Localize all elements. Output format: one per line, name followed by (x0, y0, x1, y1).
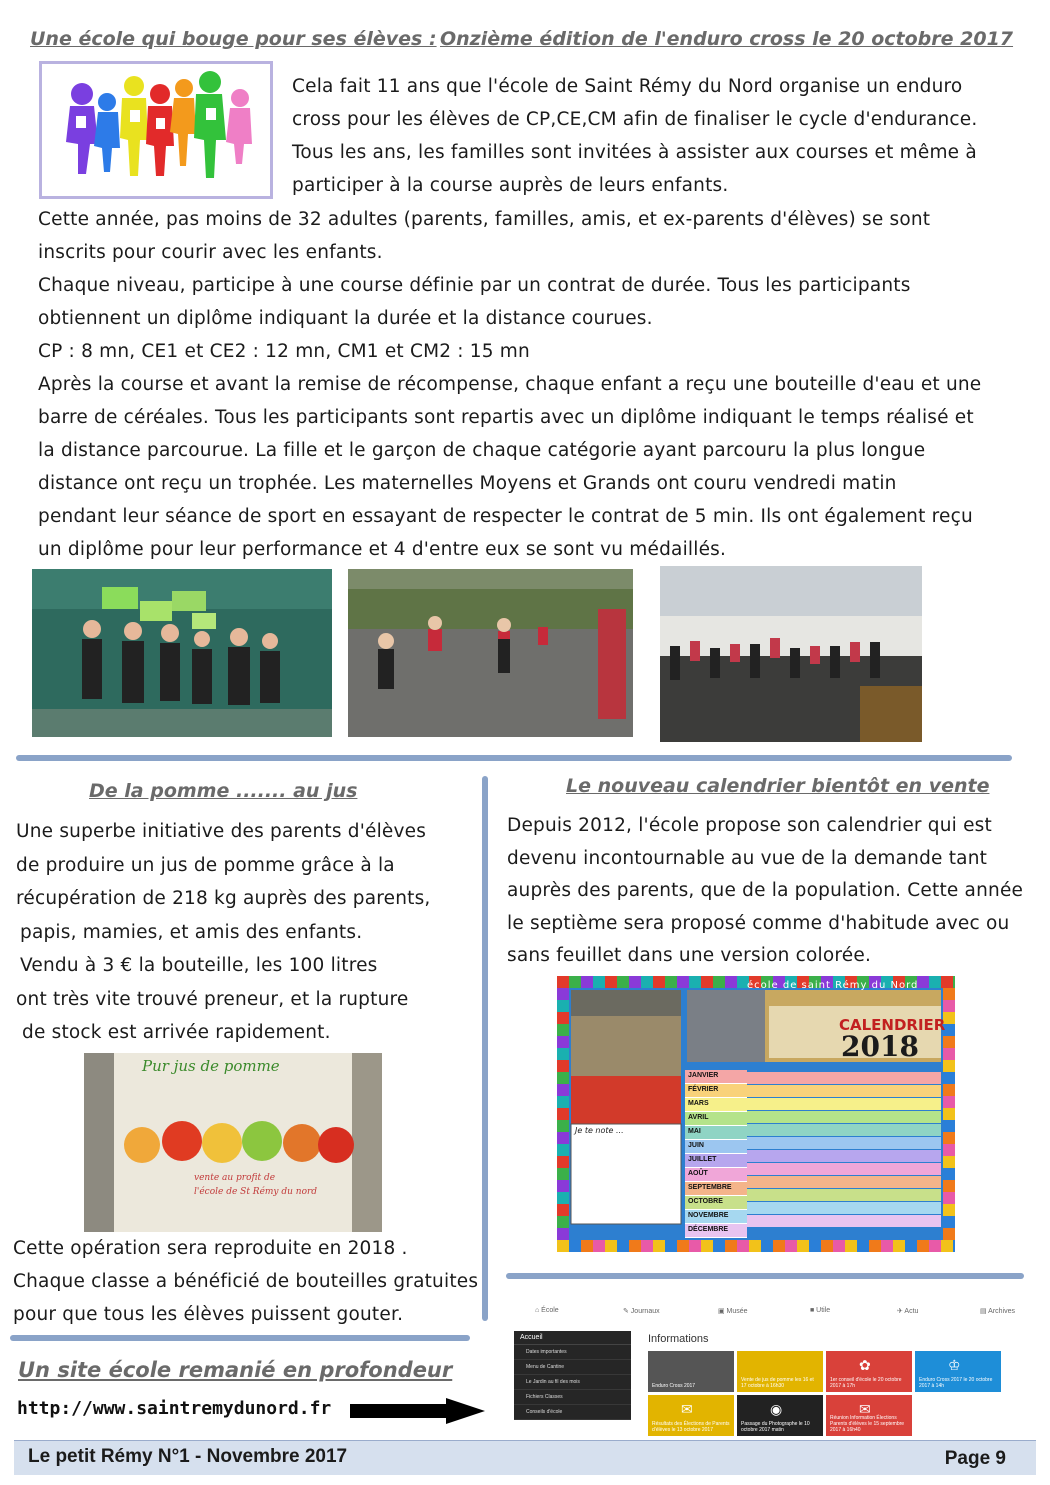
apple-line: récupération de 218 kg auprès des parents, (16, 888, 431, 909)
bottle-text-line: l'école de St Rémy du nord (194, 1187, 318, 1197)
apple-line: ont très vite trouvé preneur, et la rupture (16, 988, 409, 1010)
site-url[interactable]: http://www.saintremydunord.fr (17, 1398, 332, 1419)
calendar-year: 2018 (841, 1030, 919, 1063)
site-tile[interactable] (915, 1351, 1001, 1392)
site-nav-item[interactable]: ⌂ École (535, 1307, 559, 1314)
footer-issue: Le petit Rémy N°1 - Novembre 2017 (28, 1446, 348, 1467)
calendar-month: MAI (685, 1126, 747, 1140)
separator-top (16, 755, 1012, 761)
body-line: inscrits pour courir avec les enfants. (38, 242, 383, 263)
runners-logo (39, 61, 273, 199)
calendar-month: JUILLET (685, 1154, 747, 1168)
site-tile[interactable] (648, 1351, 734, 1392)
photo-children-medals (32, 569, 332, 737)
site-menu-item[interactable]: Fichiers Classes (514, 1390, 631, 1405)
body-line: obtiennent un diplôme indiquant la durée et la distance courues. (38, 308, 653, 329)
tile-text: 1er conseil d'école le 20 octobre 2017 à 17h (830, 1377, 902, 1389)
bottle-label: Pur jus de pomme (142, 1057, 280, 1075)
bottle-text (194, 1171, 317, 1199)
article1-intro (292, 70, 977, 202)
separator-left-bottom (10, 1335, 470, 1341)
calendar-month: SEPTEMBRE (685, 1182, 747, 1196)
tile-text: Enduro Cross 2017 (652, 1383, 696, 1389)
calendar-note: Je te note ... (575, 1126, 624, 1135)
apple-line: de stock est arrivée rapidement. (22, 1022, 331, 1043)
body-line: distance ont reçu un trophée. Les maternelles Moyens et Grands ont couru vendredi matin (38, 473, 897, 494)
article2-title: De la pomme ....... au jus (89, 780, 358, 802)
page-footer (14, 1440, 1036, 1475)
body-line: un diplôme pour leur performance et 4 d'entre eux se sont vu médaillés. (38, 539, 727, 560)
site-menu-item[interactable]: Le Jardin au fil des mois (514, 1375, 631, 1390)
arrow-right-icon (350, 1398, 485, 1424)
apple-line: papis, mamies, et amis des enfants. (20, 921, 363, 943)
site-tile[interactable] (648, 1395, 734, 1436)
site-tile[interactable] (826, 1351, 912, 1392)
calendar-month: DÉCEMBRE (685, 1224, 747, 1238)
calendar-line: devenu incontournable au vue de la demande tant (507, 847, 988, 869)
tile-icon: ✿ (859, 1357, 871, 1373)
site-menu (514, 1331, 631, 1420)
apple-after-line: pour que tous les élèves puissent gouter. (13, 1304, 404, 1325)
footer-page-number: Page 9 (944, 1448, 1006, 1469)
photo-apple-juice-bottle (84, 1053, 382, 1232)
site-menu-title[interactable]: Accueil (514, 1331, 631, 1345)
calendar-line: le septième sera proposé comme d'habitude avec ou (507, 912, 1010, 934)
tile-icon: ♔ (948, 1357, 961, 1373)
tile-icon: ✉ (681, 1401, 693, 1417)
site-nav (505, 1307, 1035, 1321)
body-line: Chaque niveau, participe à une course définie par un contrat de durée. Tous les participants (38, 275, 911, 296)
calendar-months (685, 1070, 747, 1238)
calendar-month: FÉVRIER (685, 1084, 747, 1098)
site-menu-items (514, 1345, 631, 1420)
calendar-grid (747, 1072, 941, 1227)
article3-body (507, 810, 1023, 973)
tile-icon: ◉ (770, 1401, 783, 1417)
site-menu-item[interactable]: Conseils d'école (514, 1405, 631, 1420)
site-tile[interactable] (826, 1395, 912, 1436)
bottle-text-line: vente au profit de (194, 1173, 276, 1183)
tile-text: Résultats des Élections de Parents d'élèves le 13 octobre 2017 (652, 1421, 730, 1433)
article2-body (16, 815, 431, 1050)
separator-right-bottom (506, 1273, 1024, 1279)
site-section-title: Informations (648, 1333, 709, 1345)
body-line: Cette année, pas moins de 32 adultes (parents, familles, amis, et ex-parents d'élèves) se sont (38, 209, 931, 230)
tile-text: Enduro Cross 2017 le 20 octobre 2017 à 14h (919, 1377, 993, 1389)
separator-vertical (482, 776, 488, 1321)
calendar-line: Depuis 2012, l'école propose son calendrier qui est (507, 815, 992, 836)
site-nav-item[interactable]: ■ Utile (810, 1307, 831, 1314)
site-nav-item[interactable]: ▤ Archives (980, 1308, 1016, 1315)
website-screenshot (505, 1297, 1035, 1439)
article4-title: Un site école remanié en profondeur (18, 1358, 453, 1382)
tile-text: Passage du Photographe le 10 octobre 2017 matin (741, 1421, 810, 1433)
site-tile[interactable] (737, 1351, 823, 1392)
calendar-line: sans feuillet dans une version colorée. (507, 945, 872, 966)
article2-after (13, 1232, 478, 1331)
calendar-title: CALENDRIER (839, 1016, 946, 1034)
site-nav-item[interactable]: ▣ Musée (718, 1308, 748, 1315)
photo-children-running-road (348, 569, 633, 737)
apple-line: Une superbe initiative des parents d'élèves (16, 821, 427, 842)
body-line: la distance parcourue. La fille et le garçon de chaque catégorie ayant parcouru la plus longue (38, 440, 926, 461)
site-menu-item[interactable]: Menu de Cantine (514, 1360, 631, 1375)
tile-icon: ✉ (859, 1401, 871, 1417)
site-nav-item[interactable]: ✈ Actu (897, 1308, 919, 1315)
apple-after-line: Cette opération sera reproduite en 2018 . (13, 1238, 408, 1259)
site-menu-item[interactable]: Dates importantes (514, 1345, 631, 1360)
intro-line: Cela fait 11 ans que l'école de Saint Rémy du Nord organise un enduro (292, 76, 963, 97)
calendar-month: NOVEMBRE (685, 1210, 747, 1224)
intro-line: participer à la course auprès de leurs enfants. (292, 175, 729, 196)
site-tile[interactable] (737, 1395, 823, 1436)
body-line: pendant leur séance de sport en essayant de respecter le contrat de 5 min. Ils ont également reçu (38, 506, 973, 527)
article3-title: Le nouveau calendrier bientôt en vente (566, 775, 990, 797)
body-line: CP : 8 mn, CE1 et CE2 : 12 mn, CM1 et CM2 : 15 mn (38, 341, 530, 362)
calendar-month: AOÛT (685, 1168, 747, 1182)
calendar-image (557, 976, 955, 1252)
apple-line: Vendu à 3 € la bouteille, les 100 litres (20, 955, 378, 976)
article1-title-left: Une école qui bouge pour ses élèves : (30, 28, 437, 50)
body-line: Après la course et avant la remise de récompense, chaque enfant a reçu une bouteille d'eau et une (38, 374, 982, 395)
calendar-month: JANVIER (685, 1070, 747, 1084)
site-tiles (648, 1351, 1008, 1437)
calendar-month: JUIN (685, 1140, 747, 1154)
intro-line: Tous les ans, les familles sont invitées à assister aux courses et même à (292, 142, 977, 163)
apple-after-line: Chaque classe a bénéficié de bouteilles gratuites (13, 1271, 479, 1292)
photo-race-start (660, 566, 922, 742)
tile-text: Réunion Information Élections Parents d'élèves le 15 septembre 2017 à 16h40 (830, 1415, 905, 1433)
body-line: barre de céréales. Tous les participants sont repartis avec un diplôme indiquant le temps réalisé et (38, 407, 974, 428)
calendar-month: OCTOBRE (685, 1196, 747, 1210)
calendar-banner: école de saint Rémy du Nord (747, 980, 919, 991)
site-nav-item[interactable]: ✎ Journaux (623, 1308, 660, 1315)
calendar-line: auprès des parents, que de la population. Cette année (507, 880, 1024, 901)
article1-body (38, 203, 981, 566)
apple-line: de produire un jus de pomme grâce à la (16, 854, 395, 876)
runner-figures (66, 71, 252, 178)
calendar-month: MARS (685, 1098, 747, 1112)
calendar-month: AVRIL (685, 1112, 747, 1126)
tile-text: Vente de jus de pomme les 16 et 17 octobre à 16h30 (741, 1377, 814, 1389)
intro-line: cross pour les élèves de CP,CE,CM afin de finaliser le cycle d'endurance. (292, 109, 978, 130)
article1-title-right: Onzième édition de l'enduro cross le 20 octobre 2017 (440, 28, 1014, 50)
